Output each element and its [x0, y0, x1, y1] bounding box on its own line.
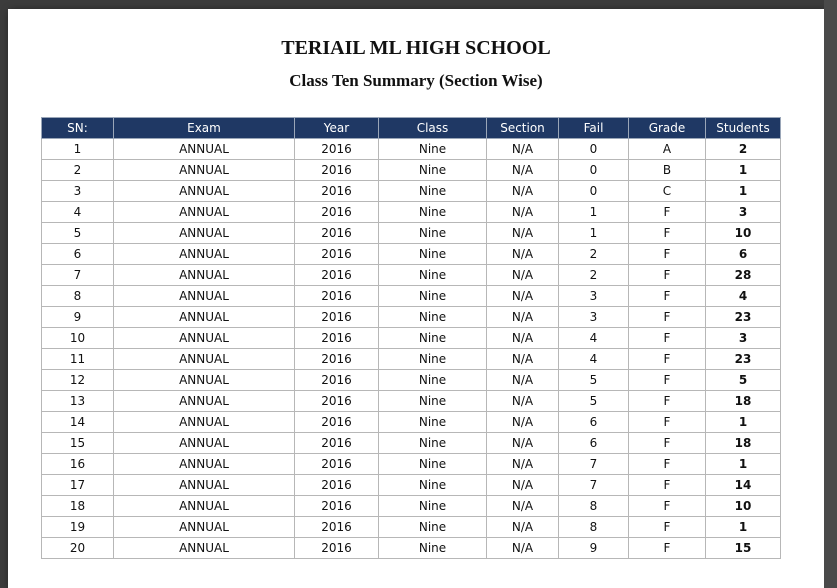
table-row [42, 391, 781, 412]
cell-sn: 8 [42, 286, 114, 307]
cell-exam: ANNUAL [114, 265, 295, 286]
table-row [42, 412, 781, 433]
cell-exam: ANNUAL [114, 349, 295, 370]
cell-year: 2016 [295, 475, 379, 496]
cell-exam: ANNUAL [114, 160, 295, 181]
cell-class: Nine [379, 244, 487, 265]
cell-students: 1 [706, 454, 781, 475]
cell-year: 2016 [295, 202, 379, 223]
cell-grade: F [629, 265, 706, 286]
cell-class: Nine [379, 433, 487, 454]
cell-section: N/A [487, 538, 559, 559]
column-header-year: Year [295, 118, 379, 139]
cell-grade: A [629, 139, 706, 160]
cell-sn: 5 [42, 223, 114, 244]
cell-fail: 9 [559, 538, 629, 559]
cell-grade: F [629, 307, 706, 328]
cell-class: Nine [379, 391, 487, 412]
cell-section: N/A [487, 307, 559, 328]
cell-exam: ANNUAL [114, 328, 295, 349]
cell-fail: 1 [559, 223, 629, 244]
cell-students: 18 [706, 391, 781, 412]
cell-class: Nine [379, 265, 487, 286]
cell-year: 2016 [295, 244, 379, 265]
cell-grade: F [629, 244, 706, 265]
cell-class: Nine [379, 307, 487, 328]
table-row [42, 475, 781, 496]
cell-students: 14 [706, 475, 781, 496]
cell-class: Nine [379, 286, 487, 307]
report-subtitle: Class Ten Summary (Section Wise) [289, 71, 543, 90]
cell-year: 2016 [295, 370, 379, 391]
cell-fail: 8 [559, 517, 629, 538]
cell-section: N/A [487, 475, 559, 496]
cell-year: 2016 [295, 454, 379, 475]
cell-students: 23 [706, 307, 781, 328]
cell-class: Nine [379, 223, 487, 244]
cell-class: Nine [379, 517, 487, 538]
table-body [42, 139, 781, 559]
cell-grade: F [629, 538, 706, 559]
cell-section: N/A [487, 496, 559, 517]
cell-exam: ANNUAL [114, 454, 295, 475]
window-edge [824, 0, 837, 588]
cell-exam: ANNUAL [114, 433, 295, 454]
cell-students: 6 [706, 244, 781, 265]
column-header-students: Students [706, 118, 781, 139]
cell-exam: ANNUAL [114, 202, 295, 223]
table-row [42, 265, 781, 286]
cell-fail: 3 [559, 307, 629, 328]
table-row [42, 349, 781, 370]
cell-sn: 6 [42, 244, 114, 265]
cell-exam: ANNUAL [114, 475, 295, 496]
cell-year: 2016 [295, 328, 379, 349]
cell-fail: 5 [559, 370, 629, 391]
cell-section: N/A [487, 328, 559, 349]
table-header-row [42, 118, 781, 139]
cell-fail: 7 [559, 475, 629, 496]
cell-exam: ANNUAL [114, 181, 295, 202]
cell-class: Nine [379, 412, 487, 433]
cell-grade: F [629, 202, 706, 223]
cell-grade: F [629, 370, 706, 391]
cell-sn: 14 [42, 412, 114, 433]
table-row [42, 244, 781, 265]
cell-grade: C [629, 181, 706, 202]
cell-year: 2016 [295, 349, 379, 370]
cell-fail: 6 [559, 412, 629, 433]
cell-grade: F [629, 433, 706, 454]
cell-exam: ANNUAL [114, 244, 295, 265]
cell-sn: 4 [42, 202, 114, 223]
table-row [42, 139, 781, 160]
cell-sn: 3 [42, 181, 114, 202]
cell-sn: 2 [42, 160, 114, 181]
cell-exam: ANNUAL [114, 370, 295, 391]
cell-students: 15 [706, 538, 781, 559]
cell-fail: 6 [559, 433, 629, 454]
table-row [42, 328, 781, 349]
cell-section: N/A [487, 349, 559, 370]
cell-section: N/A [487, 412, 559, 433]
cell-fail: 2 [559, 265, 629, 286]
cell-grade: F [629, 517, 706, 538]
cell-year: 2016 [295, 391, 379, 412]
cell-students: 1 [706, 412, 781, 433]
cell-sn: 17 [42, 475, 114, 496]
cell-year: 2016 [295, 496, 379, 517]
cell-grade: B [629, 160, 706, 181]
table-row [42, 181, 781, 202]
cell-section: N/A [487, 265, 559, 286]
cell-fail: 1 [559, 202, 629, 223]
cell-year: 2016 [295, 265, 379, 286]
cell-grade: F [629, 454, 706, 475]
cell-grade: F [629, 286, 706, 307]
cell-year: 2016 [295, 412, 379, 433]
cell-grade: F [629, 223, 706, 244]
table-row [42, 307, 781, 328]
cell-year: 2016 [295, 181, 379, 202]
cell-students: 1 [706, 160, 781, 181]
cell-year: 2016 [295, 517, 379, 538]
cell-sn: 11 [42, 349, 114, 370]
cell-sn: 18 [42, 496, 114, 517]
cell-class: Nine [379, 160, 487, 181]
cell-exam: ANNUAL [114, 307, 295, 328]
cell-sn: 19 [42, 517, 114, 538]
cell-sn: 7 [42, 265, 114, 286]
cell-year: 2016 [295, 433, 379, 454]
cell-section: N/A [487, 139, 559, 160]
summary-table [41, 117, 781, 559]
table-row [42, 286, 781, 307]
cell-section: N/A [487, 433, 559, 454]
table-row [42, 517, 781, 538]
cell-grade: F [629, 391, 706, 412]
cell-exam: ANNUAL [114, 538, 295, 559]
table-row [42, 202, 781, 223]
cell-grade: F [629, 475, 706, 496]
table-row [42, 538, 781, 559]
cell-class: Nine [379, 370, 487, 391]
column-header-class: Class [379, 118, 487, 139]
cell-students: 10 [706, 223, 781, 244]
cell-class: Nine [379, 202, 487, 223]
cell-class: Nine [379, 349, 487, 370]
table-row [42, 223, 781, 244]
cell-students: 5 [706, 370, 781, 391]
table-row [42, 433, 781, 454]
cell-exam: ANNUAL [114, 286, 295, 307]
cell-fail: 0 [559, 160, 629, 181]
cell-students: 10 [706, 496, 781, 517]
cell-fail: 0 [559, 139, 629, 160]
cell-students: 3 [706, 328, 781, 349]
cell-grade: F [629, 349, 706, 370]
table-row [42, 160, 781, 181]
column-header-grade: Grade [629, 118, 706, 139]
cell-class: Nine [379, 328, 487, 349]
cell-fail: 3 [559, 286, 629, 307]
cell-section: N/A [487, 202, 559, 223]
cell-year: 2016 [295, 538, 379, 559]
cell-sn: 1 [42, 139, 114, 160]
cell-fail: 0 [559, 181, 629, 202]
cell-class: Nine [379, 538, 487, 559]
cell-section: N/A [487, 454, 559, 475]
cell-year: 2016 [295, 307, 379, 328]
cell-fail: 4 [559, 349, 629, 370]
cell-year: 2016 [295, 160, 379, 181]
cell-exam: ANNUAL [114, 517, 295, 538]
table-row [42, 496, 781, 517]
column-header-fail: Fail [559, 118, 629, 139]
cell-students: 1 [706, 517, 781, 538]
school-title: TERIAIL ML HIGH SCHOOL [281, 37, 551, 59]
cell-section: N/A [487, 160, 559, 181]
cell-students: 28 [706, 265, 781, 286]
cell-class: Nine [379, 454, 487, 475]
cell-sn: 13 [42, 391, 114, 412]
cell-exam: ANNUAL [114, 223, 295, 244]
cell-sn: 10 [42, 328, 114, 349]
column-header-section: Section [487, 118, 559, 139]
cell-fail: 4 [559, 328, 629, 349]
cell-exam: ANNUAL [114, 496, 295, 517]
cell-fail: 5 [559, 391, 629, 412]
cell-section: N/A [487, 244, 559, 265]
cell-students: 3 [706, 202, 781, 223]
cell-sn: 15 [42, 433, 114, 454]
cell-students: 4 [706, 286, 781, 307]
report-page [8, 9, 824, 588]
cell-section: N/A [487, 391, 559, 412]
cell-section: N/A [487, 370, 559, 391]
cell-class: Nine [379, 475, 487, 496]
cell-exam: ANNUAL [114, 391, 295, 412]
cell-year: 2016 [295, 223, 379, 244]
cell-sn: 9 [42, 307, 114, 328]
cell-year: 2016 [295, 139, 379, 160]
cell-section: N/A [487, 223, 559, 244]
cell-sn: 12 [42, 370, 114, 391]
cell-fail: 8 [559, 496, 629, 517]
cell-students: 18 [706, 433, 781, 454]
cell-class: Nine [379, 139, 487, 160]
cell-grade: F [629, 496, 706, 517]
cell-sn: 20 [42, 538, 114, 559]
cell-section: N/A [487, 517, 559, 538]
table-row [42, 454, 781, 475]
column-header-exam: Exam [114, 118, 295, 139]
cell-grade: F [629, 412, 706, 433]
cell-year: 2016 [295, 286, 379, 307]
cell-exam: ANNUAL [114, 412, 295, 433]
cell-section: N/A [487, 181, 559, 202]
cell-section: N/A [487, 286, 559, 307]
cell-sn: 16 [42, 454, 114, 475]
cell-class: Nine [379, 181, 487, 202]
cell-exam: ANNUAL [114, 139, 295, 160]
table-row [42, 370, 781, 391]
cell-students: 1 [706, 181, 781, 202]
cell-students: 2 [706, 139, 781, 160]
cell-grade: F [629, 328, 706, 349]
cell-class: Nine [379, 496, 487, 517]
cell-fail: 7 [559, 454, 629, 475]
column-header-sn: SN: [42, 118, 114, 139]
cell-fail: 2 [559, 244, 629, 265]
cell-students: 23 [706, 349, 781, 370]
